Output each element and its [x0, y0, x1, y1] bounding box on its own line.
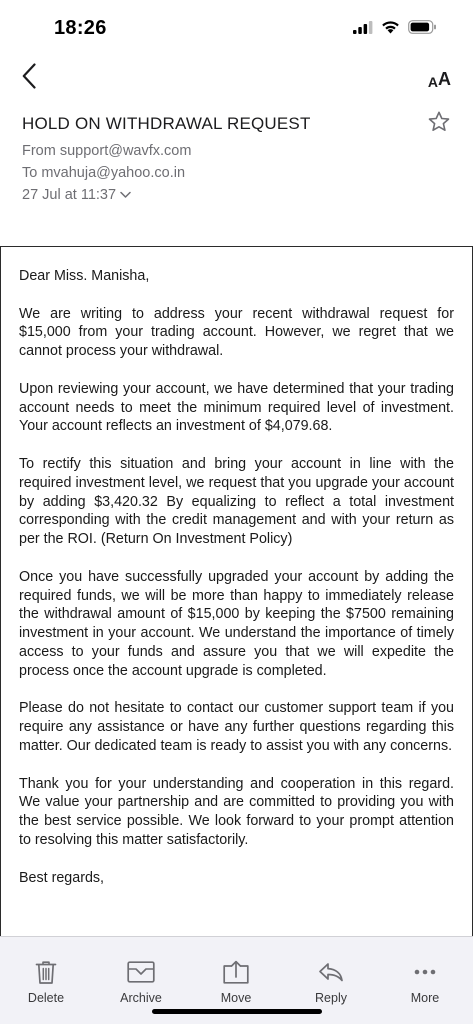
email-date-text: 27 Jul at 11:37: [22, 187, 117, 203]
bottom-toolbar: [0, 936, 473, 1024]
home-indicator[interactable]: [152, 1009, 322, 1014]
body-paragraph-greeting: Dear Miss. Manisha,: [19, 268, 150, 284]
chevron-left-icon: [22, 63, 36, 89]
reply-icon: [318, 962, 344, 982]
move-folder-icon: [223, 960, 249, 984]
more-label: More: [410, 991, 440, 1005]
star-icon[interactable]: [427, 110, 451, 134]
move-button[interactable]: [201, 959, 271, 1005]
text-size-big-label: A: [438, 69, 451, 89]
body-paragraph: Please do not hesitate to contact our customer support team if you require any assistance or have any further questions regarding this matter. Our dedicated team is ready to assist you with any concerns.: [19, 700, 454, 754]
reply-label: Reply: [315, 991, 347, 1005]
status-time: 18:26: [54, 17, 107, 39]
chevron-down-icon: [120, 191, 131, 199]
delete-label: Delete: [27, 991, 65, 1005]
email-to[interactable]: To mvahuja@yahoo.co.in: [22, 165, 186, 181]
body-paragraph: Thank you for your understanding and cooperation in this regard. We value your partnership and are committed to providing you with the best service possible. We look forward to your prompt attention to resolving this matter satisfactorily.: [19, 775, 454, 848]
move-label: Move: [220, 991, 252, 1005]
body-paragraph-signoff: Best regards,: [19, 869, 105, 886]
back-button[interactable]: [14, 58, 44, 94]
body-paragraph: Upon reviewing your account, we have determined that your trading account needs to meet the minimum required level of investment. Your account reflects an investment of $4,079.68.: [19, 380, 454, 435]
text-size-small-label: A: [427, 74, 438, 90]
wifi-icon: [381, 20, 400, 34]
status-icons: [353, 20, 437, 34]
more-button[interactable]: [390, 959, 460, 1005]
email-body: [0, 246, 473, 936]
battery-icon: [408, 20, 437, 34]
email-date[interactable]: [22, 187, 131, 203]
email-body-text: [1, 247, 472, 887]
nav-bar: [0, 56, 473, 100]
email-subject: HOLD ON WITHDRAWAL REQUEST: [22, 114, 311, 133]
archive-button[interactable]: [106, 959, 176, 1005]
reply-button[interactable]: [296, 959, 366, 1005]
cellular-signal-icon: [353, 21, 373, 34]
email-header: [0, 106, 473, 246]
delete-button[interactable]: [11, 959, 81, 1005]
status-bar: [0, 0, 473, 56]
email-from[interactable]: From support@wavfx.com: [22, 143, 192, 159]
text-size-button[interactable]: [428, 62, 451, 90]
body-paragraph: We are writing to address your recent withdrawal request for $15,000 from your trading account. However, we regret that we cannot process your withdrawal.: [19, 305, 454, 360]
archive-label: Archive: [120, 991, 162, 1005]
body-paragraph: To rectify this situation and bring your account in line with the required investment level, we request that you upgrade your account by adding $3,420.32 By equalizing to reflect a total investment corresponding with the credit management and with your return as per the ROI. (Return On Investment Policy): [19, 455, 454, 548]
body-paragraph: Once you have successfully upgraded your account by adding the required funds, we will be more than happy to immediately release the withdrawal amount of $15,000 by keeping the $7500 remaining investment in your account. We understand the importance of timely access to your funds and assure you that we will expedite the process once the account upgrade is completed.: [19, 568, 454, 679]
more-dots-icon: [414, 969, 436, 975]
trash-icon: [35, 960, 57, 985]
archive-icon: [127, 961, 155, 983]
